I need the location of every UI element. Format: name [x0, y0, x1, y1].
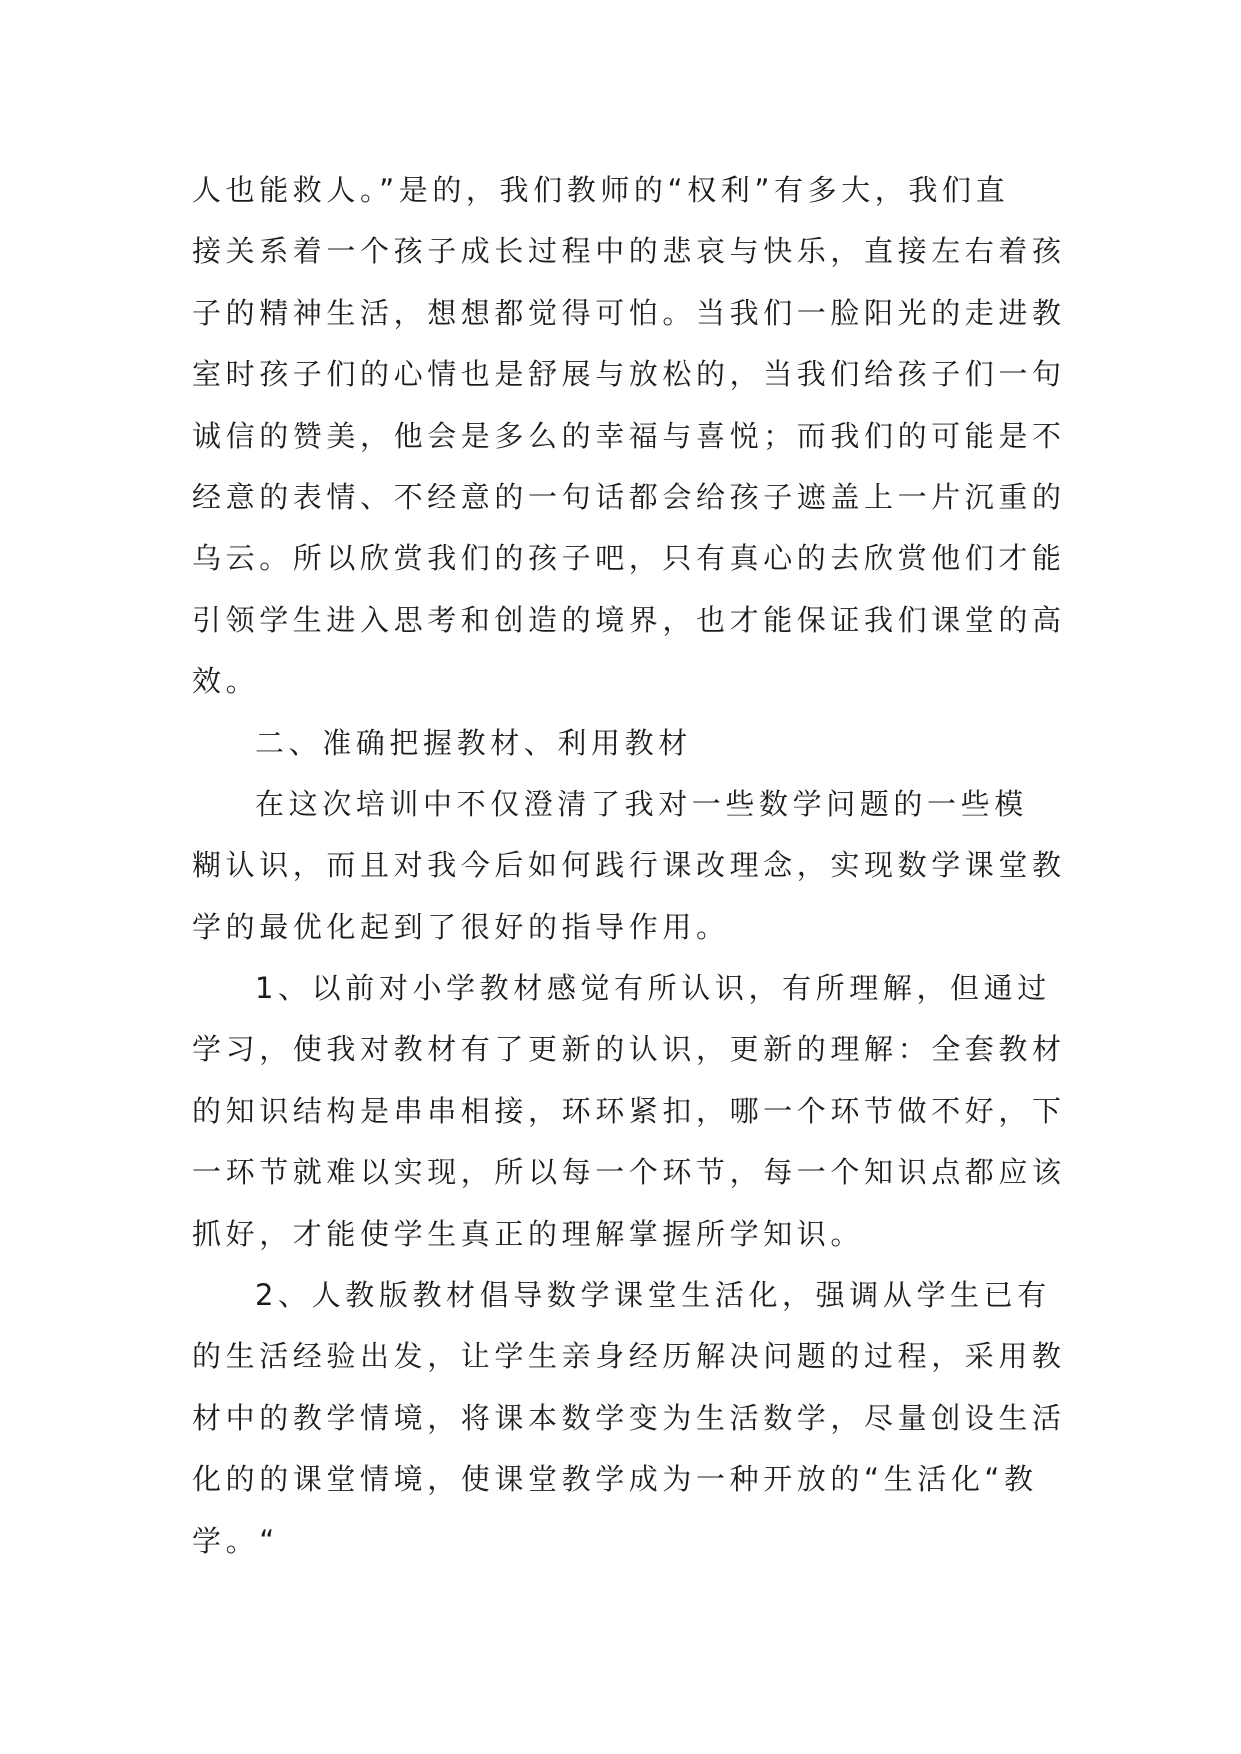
- text-line: 学习，使我对教材有了更新的认识，更新的理解：全套教材: [192, 1032, 1066, 1067]
- list-item-1-first-line: 1、以前对小学教材感觉有所认识，有所理解，但通过: [255, 971, 1051, 1006]
- text-line: 乌云。所以欣赏我们的孩子吧，只有真心的去欣赏他们才能: [192, 541, 1066, 576]
- text-line: 的知识结构是串串相接，环环紧扣，哪一个环节做不好，下: [192, 1093, 1066, 1128]
- text-line: 引领学生进入思考和创造的境界，也才能保证我们课堂的高: [192, 602, 1066, 637]
- document-body: [192, 160, 1066, 1572]
- text-line: 的生活经验出发，让学生亲身经历解决问题的过程，采用教: [192, 1339, 1066, 1374]
- text-line: 化的的课堂情境，使课堂教学成为一种开放的“生活化“教: [192, 1462, 1038, 1497]
- list-item-2-first-line: 2、人教版教材倡导数学课堂生活化，强调从学生已有: [255, 1278, 1051, 1313]
- text-line: 学的最优化起到了很好的指导作用。: [192, 909, 730, 944]
- text-line: 接关系着一个孩子成长过程中的悲哀与快乐，直接左右着孩: [192, 234, 1066, 269]
- text-line: 效。: [192, 664, 260, 699]
- text-line: 材中的教学情境，将课本数学变为生活数学，尽量创设生活: [192, 1400, 1066, 1435]
- text-line: 经意的表情、不经意的一句话都会给孩子遮盖上一片沉重的: [192, 479, 1066, 514]
- text-line: 一环节就难以实现，所以每一个环节，每一个知识点都应该: [192, 1155, 1066, 1190]
- text-line: 人也能救人。”是的，我们教师的“权利”有多大，我们直: [192, 173, 1010, 207]
- text-line: 学。“: [192, 1523, 279, 1558]
- text-line: 抓好，才能使学生真正的理解掌握所学知识。: [192, 1216, 865, 1251]
- text-line: 糊认识，而且对我今后如何践行课改理念，实现数学课堂教: [192, 848, 1066, 883]
- text-line: 子的精神生活，想想都觉得可怕。当我们一脸阳光的走进教: [192, 295, 1066, 330]
- text-line: 室时孩子们的心情也是舒展与放松的，当我们给孩子们一句: [192, 357, 1066, 392]
- paragraph-first-line: 在这次培训中不仅澄清了我对一些数学问题的一些模: [255, 786, 1028, 821]
- section-heading: 二、准确把握教材、利用教材: [255, 725, 692, 760]
- text-line: 诚信的赞美，他会是多么的幸福与喜悦；而我们的可能是不: [192, 418, 1066, 453]
